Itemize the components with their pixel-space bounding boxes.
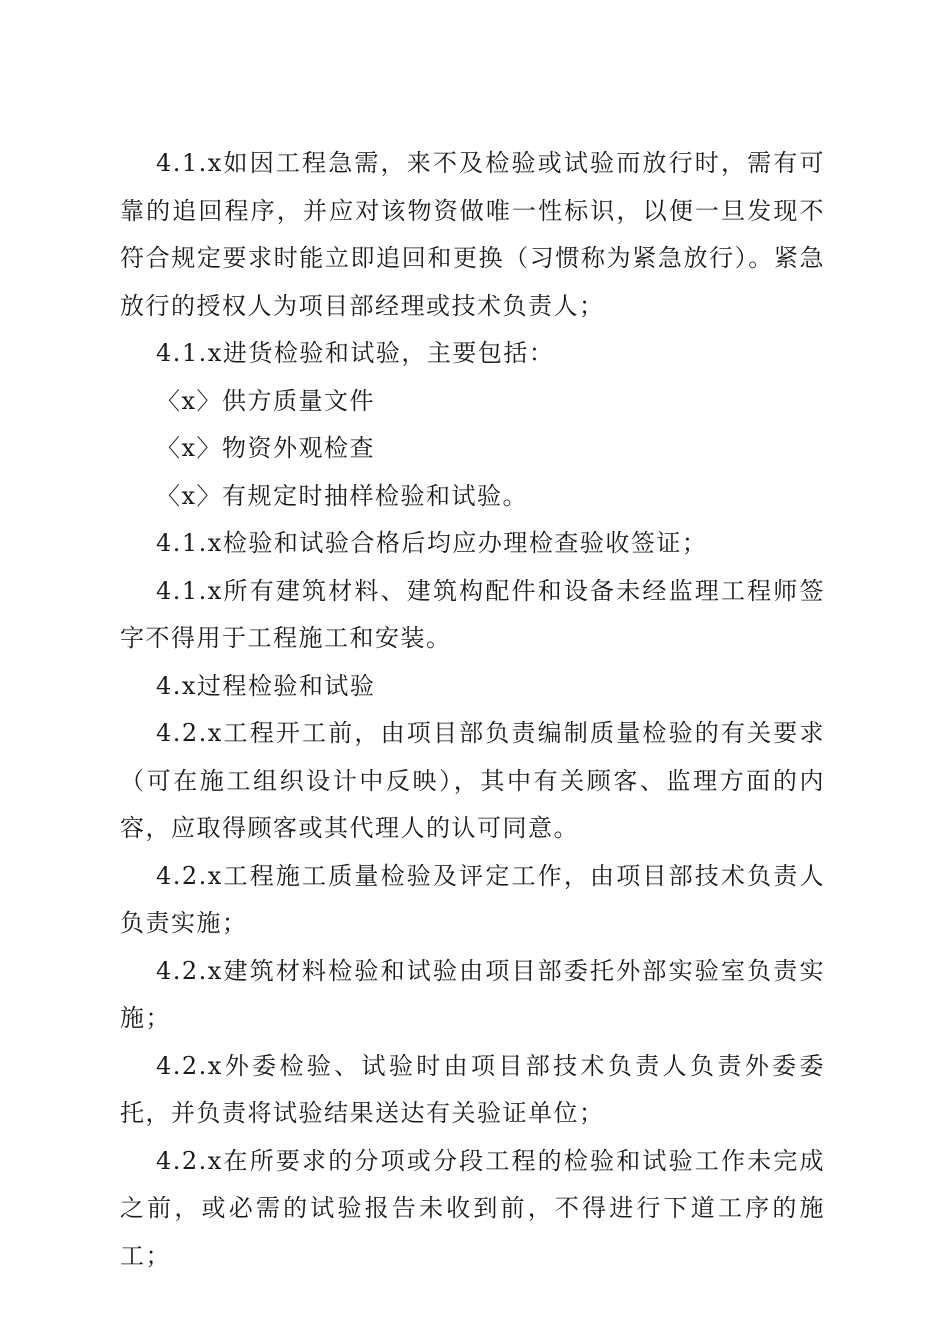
document-body (120, 140, 825, 1280)
list-item-appearance-check: 〈x〉物资外观检查 (156, 434, 376, 462)
paragraph-material-testing: 4.2.x建筑材料检验和试验由项目部委托外部实验室负责实施； (120, 956, 825, 1032)
paragraph-acceptance-visa: 4.1.x检验和试验合格后均应办理检查验收签证； (156, 529, 708, 557)
paragraph-supervisor-signature: 4.1.x所有建筑材料、建筑构配件和设备未经监理工程师签字不得用于工程施工和安装。 (120, 576, 825, 652)
list-item-supplier-docs: 〈x〉供方质量文件 (156, 386, 376, 415)
paragraph-incoming-inspection: 4.1.x进货检验和试验，主要包括： (156, 339, 555, 367)
list-item-sampling-test: 〈x〉有规定时抽样检验和试验。 (156, 481, 529, 510)
paragraph-next-process: 4.2.x在所要求的分项或分段工程的检验和试验工作未完成之前，或必需的试验报告未收到前，不得进行下道工序的施工； (120, 1146, 825, 1270)
paragraph-pre-construction: 4.2.x工程开工前，由项目部负责编制质量检验的有关要求（可在施工组织设计中反映），其中有关顾客、监理方面的内容，应取得顾客或其代理人的认可同意。 (120, 719, 825, 842)
paragraph-quality-evaluation: 4.2.x工程施工质量检验及评定工作，由项目部技术负责人负责实施； (120, 861, 825, 937)
paragraph-external-testing: 4.2.x外委检验、试验时由项目部技术负责人负责外委委托，并负责将试验结果送达有关验证单位； (120, 1051, 825, 1127)
paragraph-emergency-release: 4.1.x如因工程急需，来不及检验或试验而放行时，需有可靠的追回程序，并应对该物资做唯一性标识，以便一旦发现不符合规定要求时能立即追回和更换（习惯称为紧急放行）。紧急放行的授权人为项目部经理或技术负责人； (120, 149, 825, 320)
section-heading-process-inspection: 4.x过程检验和试验 (156, 671, 376, 700)
